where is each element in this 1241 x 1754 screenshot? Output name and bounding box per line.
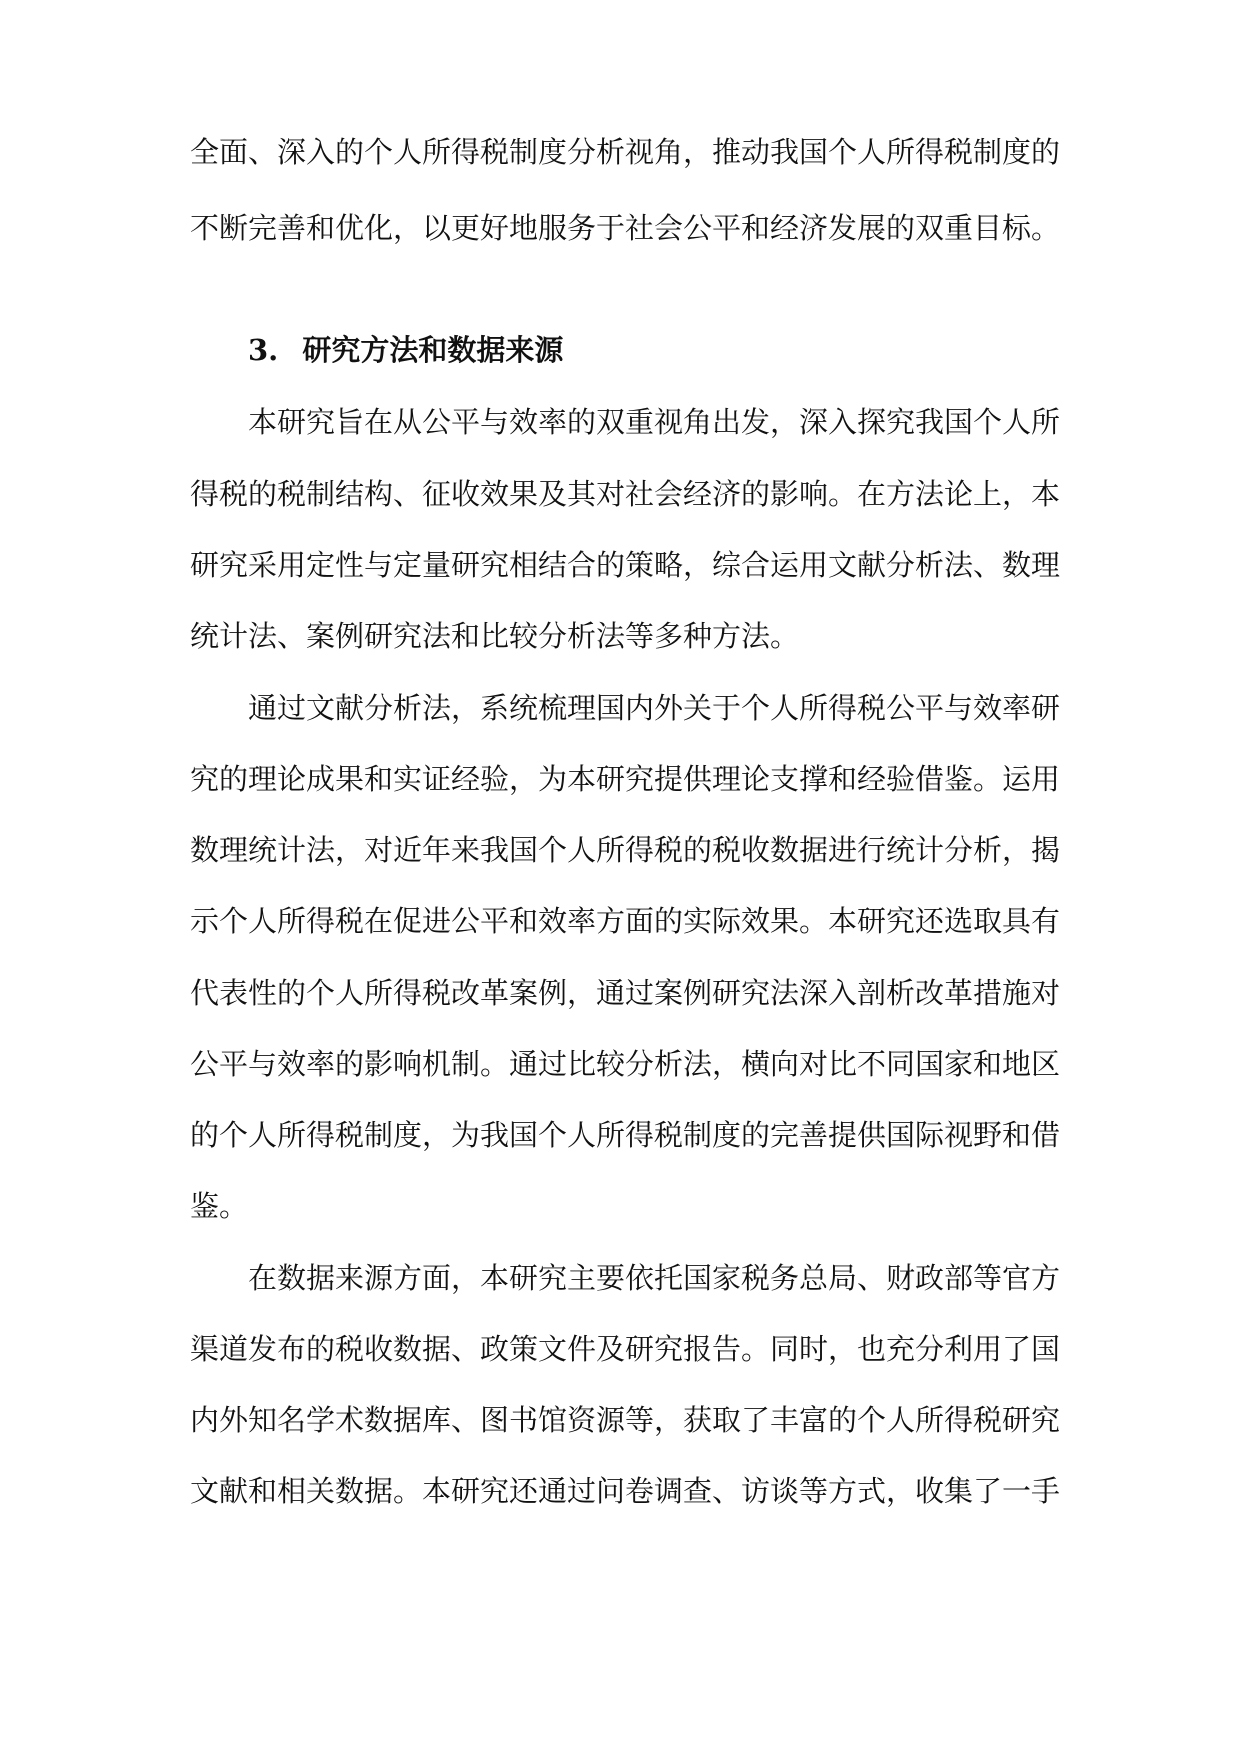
paragraph-line: 在数据来源方面，本研究主要依托国家税务总局、财政部等官方 [248,1261,1061,1295]
paragraph-line: 研究采用定性与定量研究相结合的策略，综合运用文献分析法、数理 [190,548,1061,582]
paragraph-line: 得税的税制结构、征收效果及其对社会经济的影响。在方法论上，本 [190,477,1061,511]
paragraph-line: 示个人所得税在促进公平和效率方面的实际效果。本研究还选取具有 [190,904,1061,938]
paragraph-line: 代表性的个人所得税改革案例，通过案例研究法深入剖析改革措施对 [190,976,1061,1010]
paragraph-line: 鉴。 [190,1189,249,1223]
paragraph-line: 文献和相关数据。本研究还通过问卷调查、访谈等方式，收集了一手 [190,1474,1061,1508]
paragraph-line: 渠道发布的税收数据、政策文件及研究报告。同时，也充分利用了国 [190,1332,1061,1366]
paragraph-line: 公平与效率的影响机制。通过比较分析法，横向对比不同国家和地区 [190,1047,1061,1081]
section-title: 研究方法和数据来源 [302,333,564,367]
paragraph-line: 本研究旨在从公平与效率的双重视角出发，深入探究我国个人所 [248,405,1061,439]
intro-line: 不断完善和优化，以更好地服务于社会公平和经济发展的双重目标。 [190,211,1061,245]
paragraph-line: 通过文献分析法，系统梳理国内外关于个人所得税公平与效率研 [248,691,1061,725]
paragraph-line: 内外知名学术数据库、图书馆资源等，获取了丰富的个人所得税研究 [190,1403,1061,1437]
section-number: 3. [248,333,279,367]
paragraph-line: 统计法、案例研究法和比较分析法等多种方法。 [190,619,800,653]
paragraph-line: 的个人所得税制度，为我国个人所得税制度的完善提供国际视野和借 [190,1118,1061,1152]
paragraph-line: 究的理论成果和实证经验，为本研究提供理论支撑和经验借鉴。运用 [190,762,1061,796]
section-heading [248,330,563,370]
paragraph-line: 数理统计法，对近年来我国个人所得税的税收数据进行统计分析，揭 [190,833,1061,867]
intro-line: 全面、深入的个人所得税制度分析视角，推动我国个人所得税制度的 [190,135,1061,169]
